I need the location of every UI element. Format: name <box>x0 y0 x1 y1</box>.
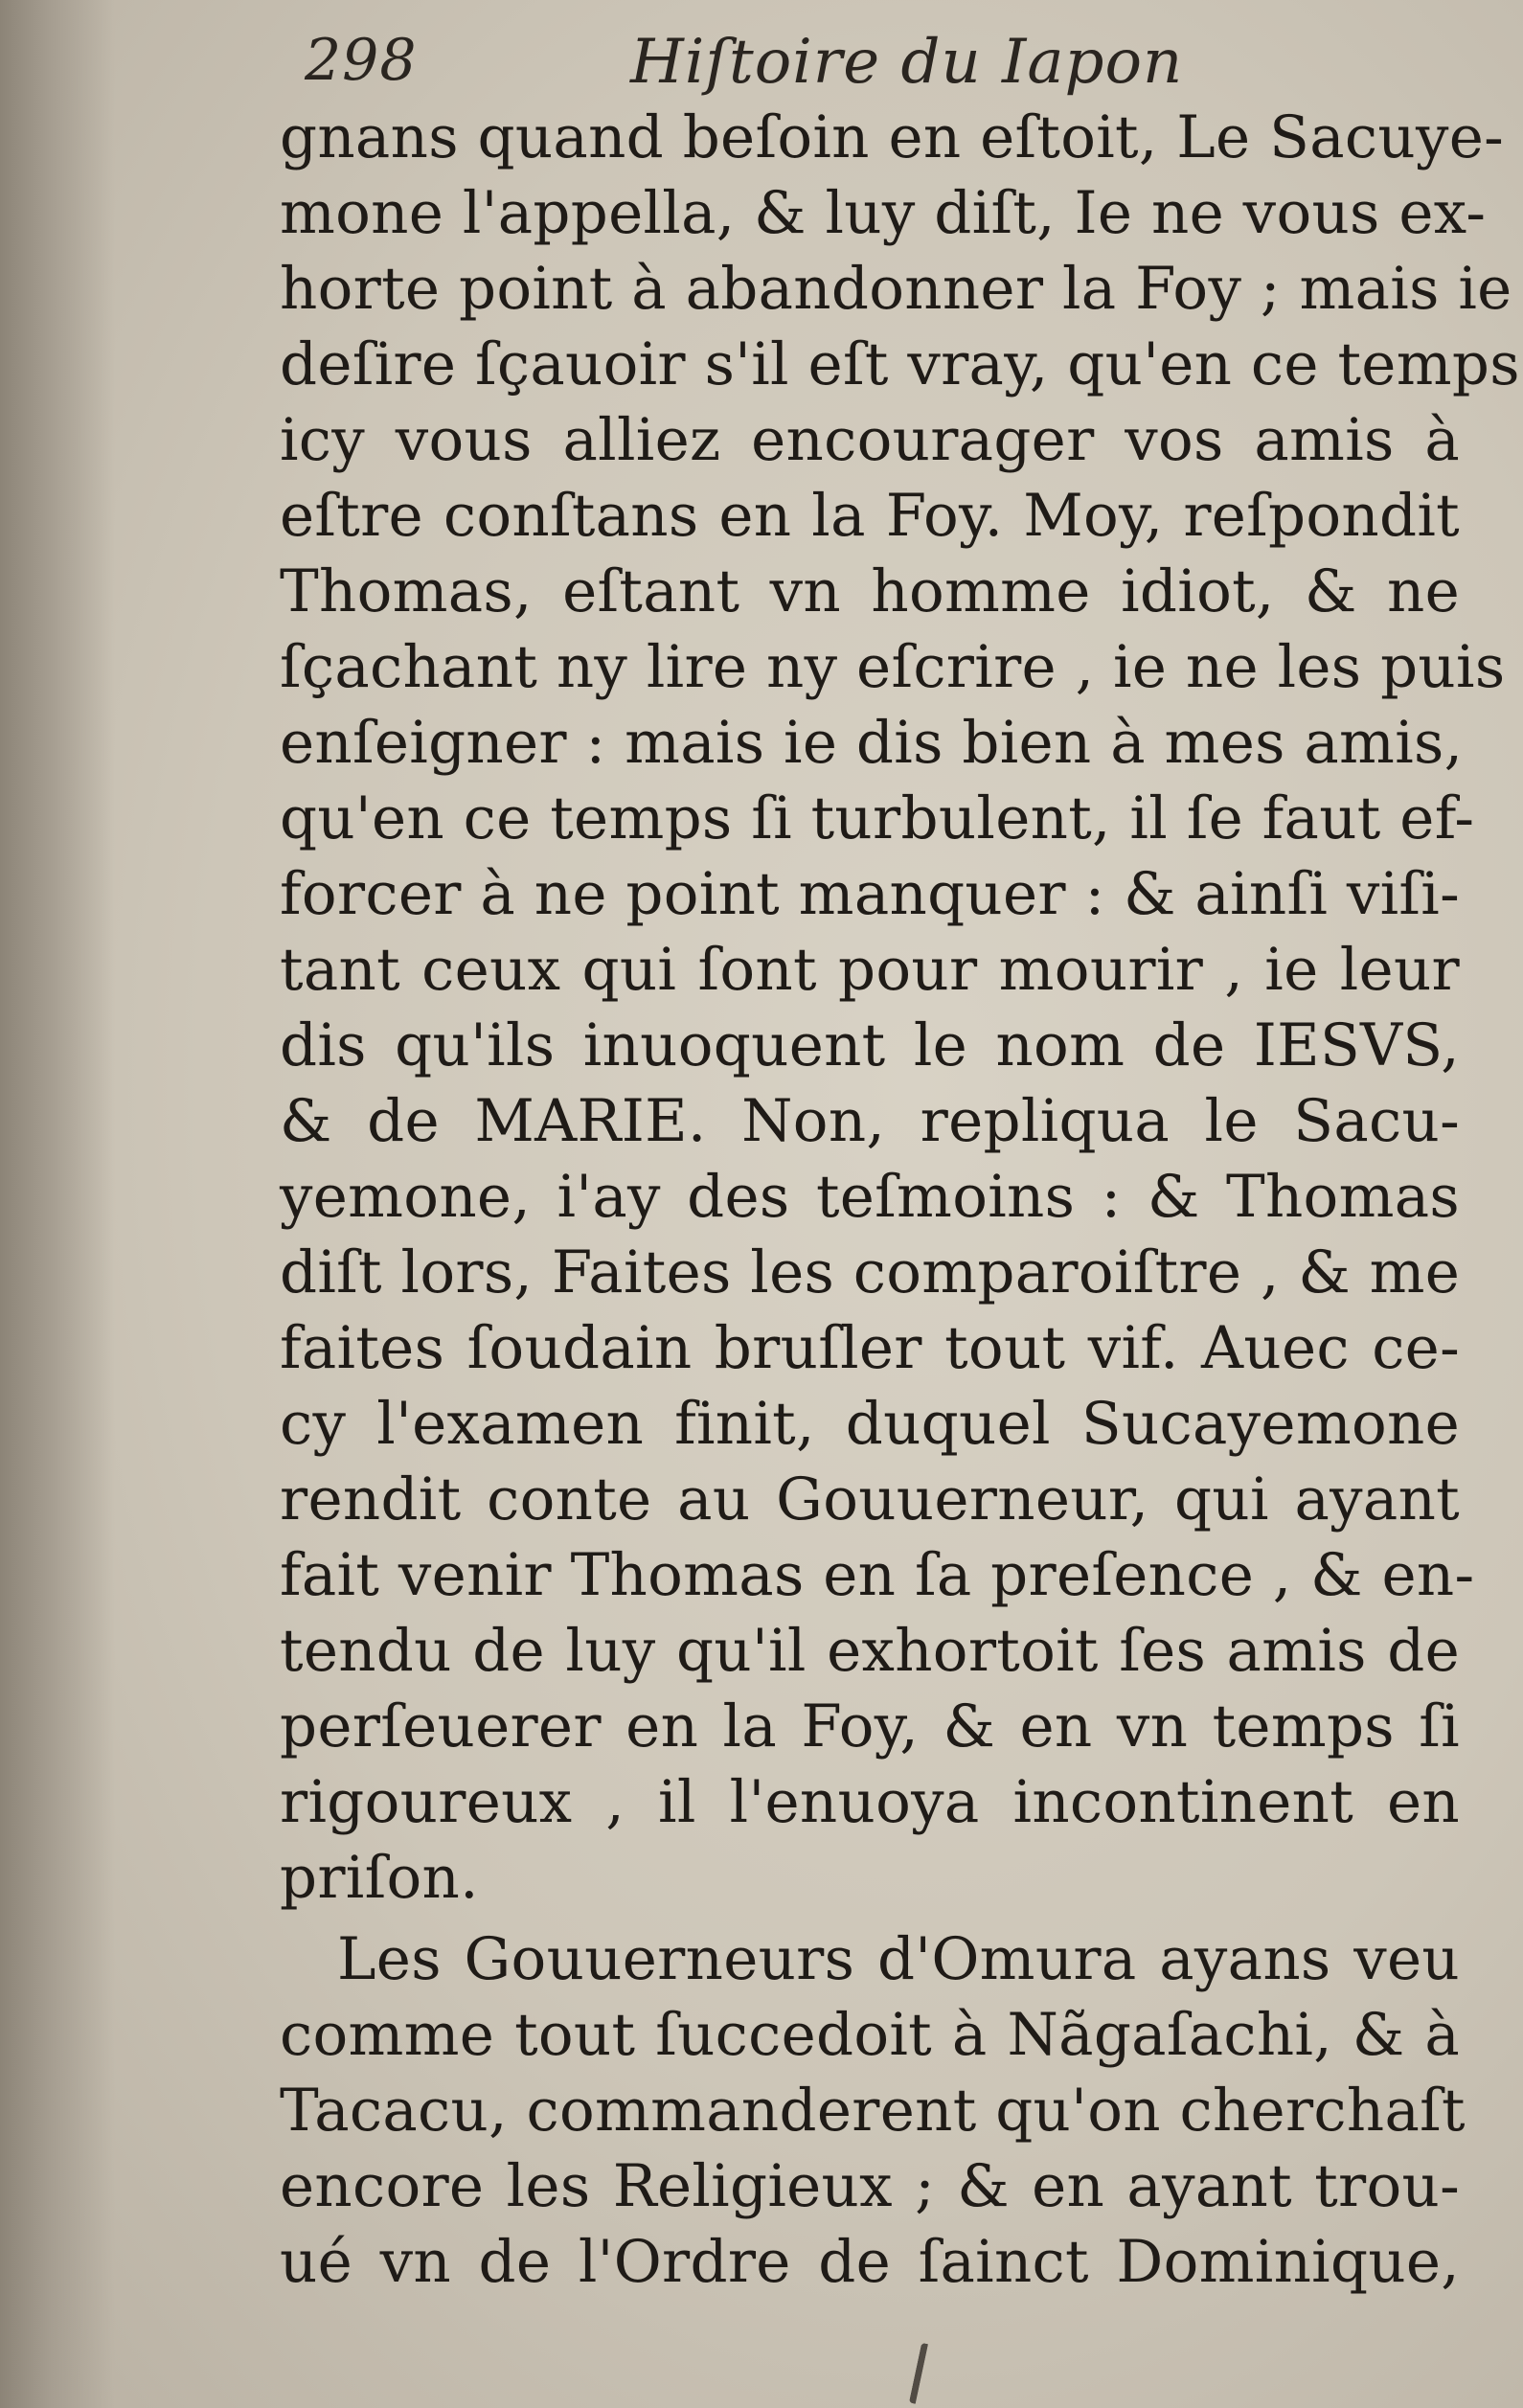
body-text <box>280 100 1520 2300</box>
text-line: eſtre conſtans en la Foy. Moy, reſpondit <box>280 482 1460 550</box>
text-line: Les Gouuerneurs d'Omura ayans veu <box>337 1925 1460 1993</box>
ink-stroke-mark <box>909 2343 966 2408</box>
text-line: Tacacu, commanderent qu'on cherchaſt <box>280 2077 1466 2145</box>
text-line: qu'en ce temps ſi turbulent, il ſe faut ef- <box>280 784 1475 852</box>
text-line: icy vous alliez encourager vos amis à <box>280 406 1460 474</box>
text-line: rendit conte au Gouuerneur, qui ayant <box>280 1465 1460 1533</box>
text-line: ué vn de l'Ordre de ſainct Dominique, <box>280 2228 1460 2296</box>
text-line: encore les Religieux ; & en ayant trou- <box>280 2152 1460 2220</box>
text-line: gnans quand beſoin en eſtoit, Le Sacuye- <box>280 103 1505 171</box>
text-line: fait venir Thomas en ſa preſence , & en- <box>280 1541 1475 1609</box>
text-line: diſt lors, Faites les comparoiſtre , & me <box>280 1238 1461 1306</box>
text-line: Thomas, eſtant vn homme idiot, & ne <box>280 557 1460 625</box>
running-title: Hiſtoire du Iapon <box>630 27 1184 98</box>
text-line: tendu de luy qu'il exhortoit ſes amis de <box>280 1617 1460 1685</box>
text-line: horte point à abandonner la Foy ; mais ie <box>280 255 1512 323</box>
text-line: rigoureux , il l'enuoya incontinent en <box>280 1768 1460 1836</box>
text-line: yemone, i'ay des teſmoins : & Thomas <box>280 1163 1460 1231</box>
text-line: priſon. <box>280 1844 479 1912</box>
paragraph-1 <box>280 100 1520 1916</box>
text-line: & de MARIE. Non, repliqua le Sacu- <box>280 1087 1460 1155</box>
text-line: mone l'appella, & luy diſt, Ie ne vous ex- <box>280 179 1487 247</box>
text-line: faites ſoudain bruſler tout vif. Auec ce- <box>280 1314 1460 1382</box>
text-line: ſçachant ny lire ny eſcrire , ie ne les puis <box>280 633 1506 701</box>
page-gutter-shadow <box>0 0 115 2408</box>
text-line: deſire ſçauoir s'il eſt vray, qu'en ce temps <box>280 330 1520 398</box>
text-line: dis qu'ils inuoquent le nom de IESVS, <box>280 1011 1460 1079</box>
text-line: perſeuerer en la Foy, & en vn temps ſi <box>280 1692 1460 1761</box>
text-line: tant ceux qui ſont pour mourir , ie leur <box>280 936 1460 1004</box>
paragraph-2 <box>280 1921 1466 2300</box>
text-line: enſeigner : mais ie dis bien à mes amis, <box>280 709 1464 777</box>
text-line: cy l'examen finit, duquel Sucayemone <box>280 1390 1460 1458</box>
page-number: 298 <box>305 27 418 94</box>
text-line: forcer à ne point manquer : & ainſi viſi- <box>280 860 1461 928</box>
page-header <box>305 21 1262 98</box>
text-line: comme tout ſuccedoit à Nãgaſachi, & à <box>280 2001 1460 2069</box>
